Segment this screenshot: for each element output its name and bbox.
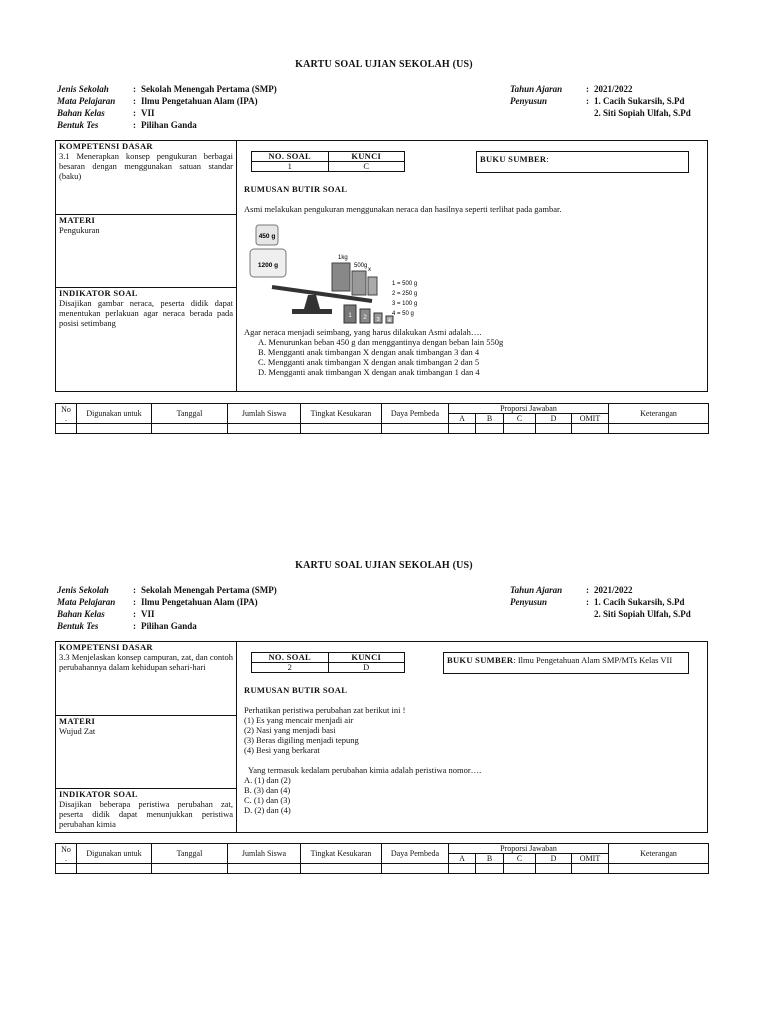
stat-daya-header: Daya Pembeda (382, 844, 449, 864)
value-tahun-ajaran: 2021/2022 (594, 84, 633, 94)
legend-item-1: 1 = 500 g (392, 281, 418, 287)
stat-tanggal-header: Tanggal (152, 404, 228, 424)
value-jenis-sekolah: Sekolah Menengah Pertama (SMP) (141, 585, 277, 595)
value-penyusun-1: 1. Cacih Sukarsih, S.Pd (594, 96, 685, 106)
value-tahun-ajaran: 2021/2022 (594, 585, 633, 595)
question-text: Yang termasuk kedalam perubahan kimia adalah peristiwa nomor…. (248, 765, 482, 775)
no-soal-value: 2 (252, 663, 329, 673)
stat-no-header: No . (56, 404, 77, 424)
label-tahun-ajaran: Tahun Ajaran (510, 84, 563, 94)
stat-no-header: No . (56, 844, 77, 864)
no-soal-value: 1 (252, 162, 329, 172)
stat-tingkat-header: Tingkat Kesukaran (301, 844, 382, 864)
buku-sumber-label: BUKU SUMBER (480, 154, 547, 164)
weight-x-label: x (368, 267, 371, 273)
stat-proporsi-header: Proporsi Jawaban (449, 844, 609, 854)
stat-keterangan-header: Keterangan (609, 844, 709, 864)
label-jenis-sekolah: Jenis Sekolah (57, 84, 109, 94)
stat-col-d: D (536, 414, 572, 424)
kompetensi-dasar-text: 3.1 Menerapkan konsep pengukuran berbagai besaran dengan menggunakan satuan standar (baku) (59, 151, 233, 181)
question-stem: Perhatikan peristiwa perubahan zat berikut ini ! (244, 705, 406, 715)
label-bahan-kelas: Bahan Kelas (57, 108, 105, 118)
no-soal-heading: NO. SOAL (252, 653, 329, 663)
option-d: D. (2) dan (4) (244, 805, 291, 815)
option-b: B. (3) dan (4) (244, 785, 291, 795)
materi-heading: MATERI (59, 215, 96, 225)
buku-sumber-label: BUKU SUMBER (447, 655, 514, 665)
stat-col-omit: OMIT (572, 854, 609, 864)
kunci-heading: KUNCI (328, 653, 405, 663)
value-penyusun-2: 2. Siti Sopiah Ulfah, S.Pd (594, 108, 691, 118)
materi-heading: MATERI (59, 716, 96, 726)
question-text: Agar neraca menjadi seimbang, yang harus dilakukan Asmi adalah…. (244, 327, 482, 337)
stat-keterangan-header: Keterangan (609, 404, 709, 424)
weight-1200g-label: 1200 g (257, 262, 279, 269)
stat-jumlah-siswa-header: Jumlah Siswa (228, 404, 301, 424)
stat-tingkat-header: Tingkat Kesukaran (301, 404, 382, 424)
value-bahan-kelas: VII (141, 108, 155, 118)
indikator-section (56, 789, 236, 833)
option-a: A. (1) dan (2) (244, 775, 291, 785)
header-right: Tahun Ajaran : 2021/2022 Penyusun : 1. Cacih Sukarsih, S.Pd 2. Siti Sopiah Ulfah, S.Pd (510, 585, 691, 619)
header-left: Jenis Sekolah : Sekolah Menengah Pertama (SMP) Mata Pelajaran : Ilmu Pengetahuan Alam (IPA) Bahan Kelas : VII Bentuk Tes : Pilihan Ganda (57, 84, 277, 130)
kunci-value: C (328, 162, 405, 172)
value-bahan-kelas: VII (141, 609, 155, 619)
stat-col-a: A (449, 854, 476, 864)
anak-timbangan-4-label: 4 (388, 318, 391, 324)
stat-tanggal-header: Tanggal (152, 844, 228, 864)
stat-proporsi-header: Proporsi Jawaban (449, 404, 609, 414)
header-left: Jenis Sekolah : Sekolah Menengah Pertama (SMP) Mata Pelajaran : Ilmu Pengetahuan Alam (IPA) Bahan Kelas : VII Bentuk Tes : Pilihan Ganda (57, 585, 277, 631)
weight-1kg-label: 1kg (338, 255, 348, 261)
kunci-heading: KUNCI (328, 152, 405, 162)
value-bentuk-tes: Pilihan Ganda (141, 621, 197, 631)
buku-sumber-text: : (546, 154, 549, 164)
legend-item-3: 3 = 100 g (392, 301, 418, 307)
stat-col-d: D (536, 854, 572, 864)
materi-text: Wujud Zat (59, 726, 96, 736)
item-3: (3) Beras digiling menjadi tepung (244, 735, 359, 745)
kompetensi-dasar-heading: KOMPETENSI DASAR (59, 141, 153, 151)
option-c: C. Mengganti anak timbangan X dengan anak timbangan 2 dan 5 (258, 357, 480, 367)
label-bahan-kelas: Bahan Kelas (57, 609, 105, 619)
stat-col-c: C (504, 414, 536, 424)
stat-col-b: B (476, 414, 504, 424)
kunci-value: D (328, 663, 405, 673)
stat-col-c: C (504, 854, 536, 864)
rumusan-heading: RUMUSAN BUTIR SOAL (244, 685, 348, 695)
indikator-text: Disajikan gambar neraca, peserta didik dapat menentukan perlakuan agar neraca berada pada posisi setimbang (59, 298, 233, 328)
kompetensi-dasar-heading: KOMPETENSI DASAR (59, 642, 153, 652)
label-jenis-sekolah: Jenis Sekolah (57, 585, 109, 595)
option-c: C. (1) dan (3) (244, 795, 291, 805)
kompetensi-dasar-section (56, 642, 236, 716)
value-jenis-sekolah: Sekolah Menengah Pertama (SMP) (141, 84, 277, 94)
no-soal-heading: NO. SOAL (252, 152, 329, 162)
legend-item-2: 2 = 250 g (392, 291, 418, 297)
materi-text: Pengukuran (59, 225, 100, 235)
question-block (244, 705, 684, 815)
option-d: D. Mengganti anak timbangan X dengan anak timbangan 1 dan 4 (258, 367, 480, 377)
stat-table (55, 843, 709, 874)
label-penyusun: Penyusun (510, 597, 548, 607)
weight-500g-label: 500g (354, 263, 368, 269)
card-title: KARTU SOAL UJIAN SEKOLAH (US) (295, 59, 473, 70)
header-right: Tahun Ajaran : 2021/2022 Penyusun : 1. Cacih Sukarsih, S.Pd 2. Siti Sopiah Ulfah, S.Pd (510, 84, 691, 118)
label-mata-pelajaran: Mata Pelajaran (57, 597, 116, 607)
weight-450g-label: 450 g (258, 233, 276, 240)
label-penyusun: Penyusun (510, 96, 548, 106)
rumusan-heading: RUMUSAN BUTIR SOAL (244, 184, 348, 194)
stat-col-a: A (449, 414, 476, 424)
option-a: A. Menurunkan beban 450 g dan menggantinya dengan beban lain 550g (258, 337, 504, 347)
buku-sumber-box (443, 652, 689, 674)
stat-empty-row (56, 864, 709, 874)
label-bentuk-tes: Bentuk Tes (57, 120, 99, 130)
value-penyusun-1: 1. Cacih Sukarsih, S.Pd (594, 597, 685, 607)
label-mata-pelajaran: Mata Pelajaran (57, 96, 116, 106)
buku-sumber-text: : Ilmu Pengetahuan Alam SMP/MTs Kelas VII (513, 655, 673, 665)
no-kunci-table (251, 652, 405, 673)
value-bentuk-tes: Pilihan Ganda (141, 120, 197, 130)
item-2: (2) Nasi yang menjadi basi (244, 725, 336, 735)
stat-digunakan-header: Digunakan untuk (77, 844, 152, 864)
question-stem: Asmi melakukan pengukuran menggunakan neraca dan hasilnya seperti terlihat pada gambar. (244, 204, 562, 214)
item-4: (4) Besi yang berkarat (244, 745, 320, 755)
stat-digunakan-header: Digunakan untuk (77, 404, 152, 424)
stat-daya-header: Daya Pembeda (382, 404, 449, 424)
left-column (56, 642, 237, 832)
label-tahun-ajaran: Tahun Ajaran (510, 585, 563, 595)
kompetensi-dasar-text: 3.3 Menjelaskan konsep campuran, zat, dan contoh perubahannya dalam kehidupan sehari-hari (59, 652, 233, 672)
label-bentuk-tes: Bentuk Tes (57, 621, 99, 631)
anak-timbangan-3-label: 3 (376, 317, 380, 323)
stat-col-b: B (476, 854, 504, 864)
soal-main-box (55, 641, 708, 833)
indikator-text: Disajikan beberapa peristiwa perubahan zat, peserta didik dapat menunjukkan peristiwa perubahan kimia (59, 799, 233, 829)
stat-jumlah-siswa-header: Jumlah Siswa (228, 844, 301, 864)
value-mata-pelajaran: Ilmu Pengetahuan Alam (IPA) (141, 597, 258, 607)
value-mata-pelajaran: Ilmu Pengetahuan Alam (IPA) (141, 96, 258, 106)
indikator-heading: INDIKATOR SOAL (59, 789, 138, 799)
option-b: B. Mengganti anak timbangan X dengan anak timbangan 3 dan 4 (258, 347, 480, 357)
materi-section (56, 716, 236, 789)
indikator-heading: INDIKATOR SOAL (59, 288, 138, 298)
card-title: KARTU SOAL UJIAN SEKOLAH (US) (295, 560, 473, 571)
item-1: (1) Es yang mencair menjadi air (244, 715, 354, 725)
stat-col-omit: OMIT (572, 414, 609, 424)
value-penyusun-2: 2. Siti Sopiah Ulfah, S.Pd (594, 609, 691, 619)
anak-timbangan-2-label: 2 (363, 315, 367, 321)
anak-timbangan-1-label: 1 (348, 313, 352, 319)
legend-item-4: 4 = 50 g (392, 311, 414, 317)
